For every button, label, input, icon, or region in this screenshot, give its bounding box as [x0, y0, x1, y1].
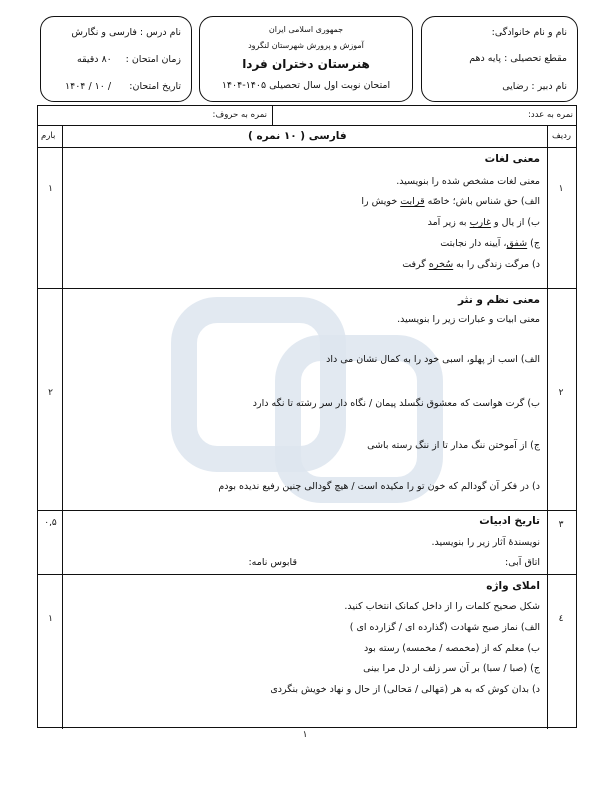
- duration-value: ۸۰ دقیقه: [77, 54, 112, 65]
- question-item: د) مرگت زندگی را به سُخره گرفت: [402, 259, 540, 270]
- question-item: ج) شفق، آیینه دار نجابتت: [440, 238, 540, 249]
- exam-table: [37, 105, 577, 728]
- answer-field-blue-room: اتاق آبی:: [505, 557, 540, 568]
- question-item: ج) از آموختن ننگ مدار تا از ننگ رسته باشی: [367, 440, 540, 451]
- duration-label: زمان امتحان :: [125, 54, 181, 65]
- question-number: ۲: [558, 388, 564, 398]
- score-numeric-field: نمره به عدد:: [528, 110, 573, 120]
- question-score: ۱: [48, 614, 53, 624]
- grade-label: مقطع تحصیلی : پایه دهم: [469, 53, 567, 64]
- score-words-field: نمره به حروف:: [212, 110, 267, 120]
- subject-label: نام درس : فارسی و نگارش: [71, 27, 181, 38]
- school-info-box: [199, 16, 413, 102]
- exam-info-box: [40, 16, 192, 102]
- question-item: ب) از یال و غارب به زیر آمد: [427, 217, 540, 228]
- question-instruction: شکل صحیح کلمات را از داخل کمانک انتخاب کنید.: [344, 601, 540, 612]
- date-label: تاریخ امتحان:: [129, 81, 181, 92]
- exam-title: امتحان نوبت اول سال تحصیلی ۱۴۰۵-۱۴۰۴: [221, 80, 391, 91]
- education-dept-line: آموزش و پرورش شهرستان لنگرود: [248, 41, 364, 50]
- question-score: ۲: [48, 388, 53, 398]
- question-score: ۱: [48, 184, 53, 194]
- question-item: الف) نماز صبح شهادت (گذارده ای / گزارده ای ): [349, 622, 540, 633]
- page-number: ۱: [302, 730, 308, 740]
- question-item: ب) معلم که از (مخمصه / مخمسه) رسته بود: [363, 643, 540, 654]
- section-title: فارسی ( ۱۰ نمره ): [248, 130, 347, 142]
- question-item: د) در فکر آن گودالم که خون تو را مکیده است / هیچ گودالی چنین رفیع ندیده بودم: [218, 481, 540, 492]
- row-column-header: ردیف: [551, 131, 571, 141]
- date-value: / ۱۰ / ۱۴۰۴: [65, 81, 112, 92]
- question-item: ج) (صبا / سبا) بر آن سر زلف ار دل مرا بینی: [363, 663, 540, 674]
- question-item: الف) اسب از پهلو، اسبی خود را به کمال نشان می داد: [326, 354, 540, 365]
- score-column-header: بارم: [41, 131, 56, 141]
- question-instruction: نویسندهٔ آثار زیر را بنویسید.: [431, 537, 540, 548]
- teacher-label: نام دبیر : رضایی: [502, 81, 567, 92]
- question-title: معنی لغات: [484, 153, 540, 165]
- question-item: الف) حق شناس باش؛ خاصّه قرابت خویش را: [361, 196, 540, 207]
- question-title: املای واژه: [486, 580, 540, 592]
- school-name: هنرستان دختران فردا: [242, 57, 370, 71]
- question-instruction: معنی لغات مشخص شده را بنویسید.: [396, 176, 540, 187]
- country-line: جمهوری اسلامی ایران: [268, 25, 344, 34]
- question-item: ب) گرت هواست که معشوق نگسلد پیمان / نگاه دار سر رشته تا نگه دارد: [252, 398, 540, 409]
- answer-field-qabusnameh: قابوس نامه:: [248, 557, 297, 568]
- question-number: ۳: [558, 520, 564, 530]
- question-title: معنی نظم و نثر: [458, 294, 540, 306]
- question-number: ٤: [558, 614, 564, 624]
- question-number: ۱: [558, 184, 564, 194]
- question-item: د) بدان کوش که به هر (مَهالی / مَحالی) از حال و نهاد خویش بنگردی: [270, 684, 540, 695]
- question-score: ۰,۵: [44, 518, 57, 528]
- question-title: تاریخ ادبیات: [479, 515, 540, 527]
- question-instruction: معنی ابیات و عبارات زیر را بنویسید.: [397, 314, 540, 325]
- student-info-box: [421, 16, 578, 102]
- student-name-field: نام و نام خانوادگی:: [491, 27, 567, 38]
